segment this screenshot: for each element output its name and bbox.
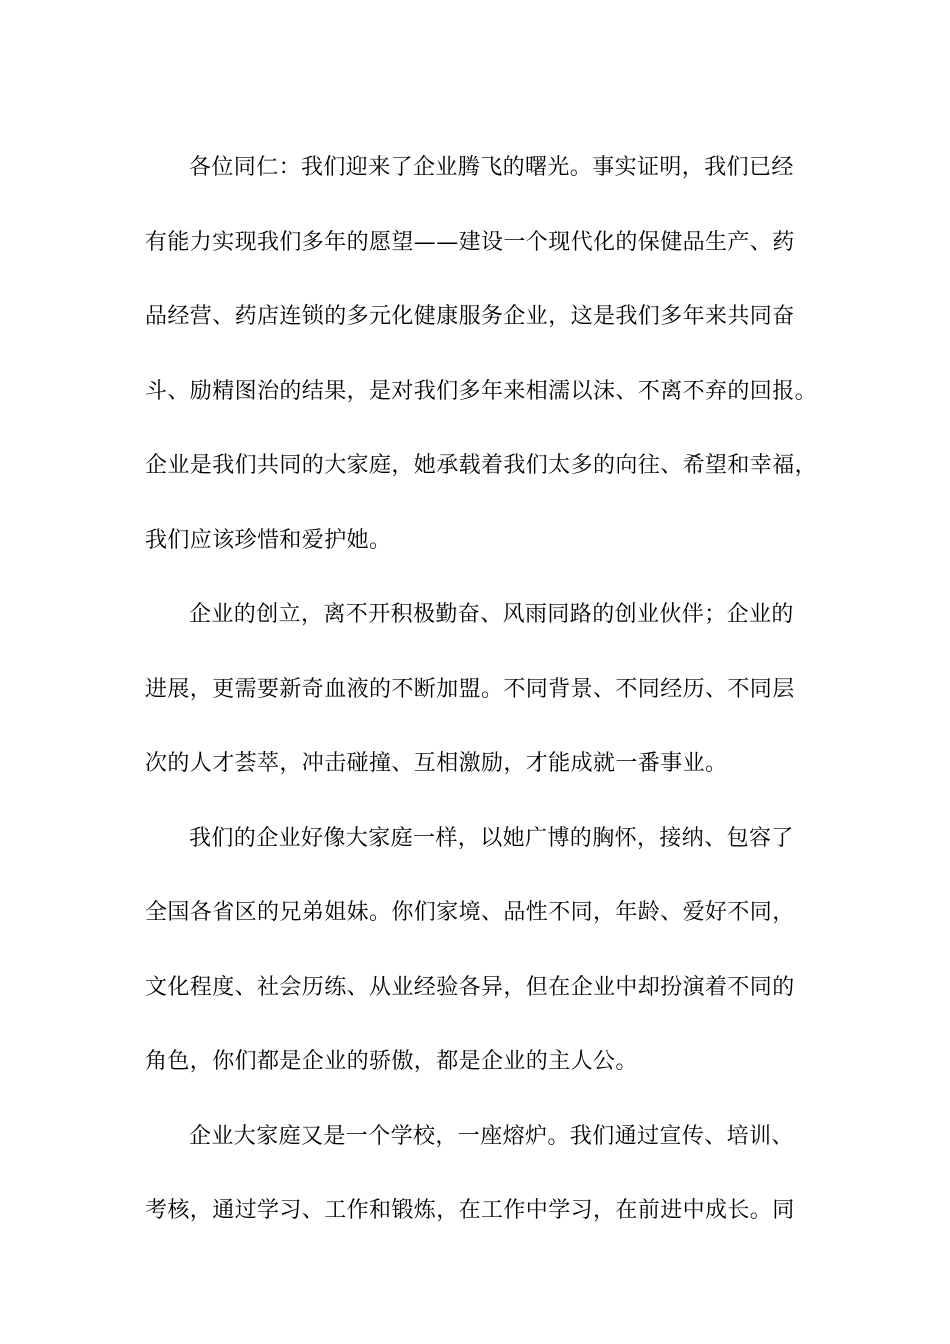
document-body: [145, 131, 818, 1249]
text-line: 斗、励精图治的结果，是对我们多年来相濡以沫、不离不弃的回报。: [145, 378, 818, 404]
paragraph-2: [145, 578, 810, 802]
paragraph-3: [145, 802, 810, 1100]
text-line: 考核，通过学习、工作和锻炼，在工作中学习，在前进中成长。同: [145, 1198, 795, 1223]
text-line: 有能力实现我们多年的愿望——建设一个现代化的保健品生产、药: [145, 229, 795, 255]
paragraph-1: [145, 131, 818, 578]
text-line: 我们的企业好像大家庭一样，以她广博的胸怀，接纳、包容了: [189, 825, 794, 851]
text-line: 品经营、药店连锁的多元化健康服务企业，这是我们多年来共同奋: [145, 304, 795, 329]
text-line: 各位同仁：我们迎来了企业腾飞的曙光。事实证明，我们已经: [189, 155, 794, 180]
text-line: 全国各省区的兄弟姐妹。你们家境、品性不同，年龄、爱好不同，: [145, 900, 795, 925]
text-line: 次的人才荟萃，冲击碰撞、互相激励，才能成就一番事业。: [145, 751, 728, 776]
text-line: 进展，更需要新奇血液的不断加盟。不同背景、不同经历、不同层: [145, 676, 795, 702]
text-line: 企业的创立，离不开积极勤奋、风雨同路的创业伙伴；企业的: [189, 602, 794, 627]
text-line: 企业是我们共同的大家庭，她承载着我们太多的向往、希望和幸福，: [145, 453, 818, 478]
text-line: 角色，你们都是企业的骄傲，都是企业的主人公。: [145, 1049, 638, 1074]
text-line: 文化程度、社会历练、从业经验各异，但在企业中却扮演着不同的: [145, 974, 795, 1000]
paragraph-4: [145, 1100, 810, 1249]
text-line: 我们应该珍惜和爱护她。: [145, 527, 392, 553]
text-line: 企业大家庭又是一个学校，一座熔炉。我们通过宣传、培训、: [189, 1123, 794, 1149]
